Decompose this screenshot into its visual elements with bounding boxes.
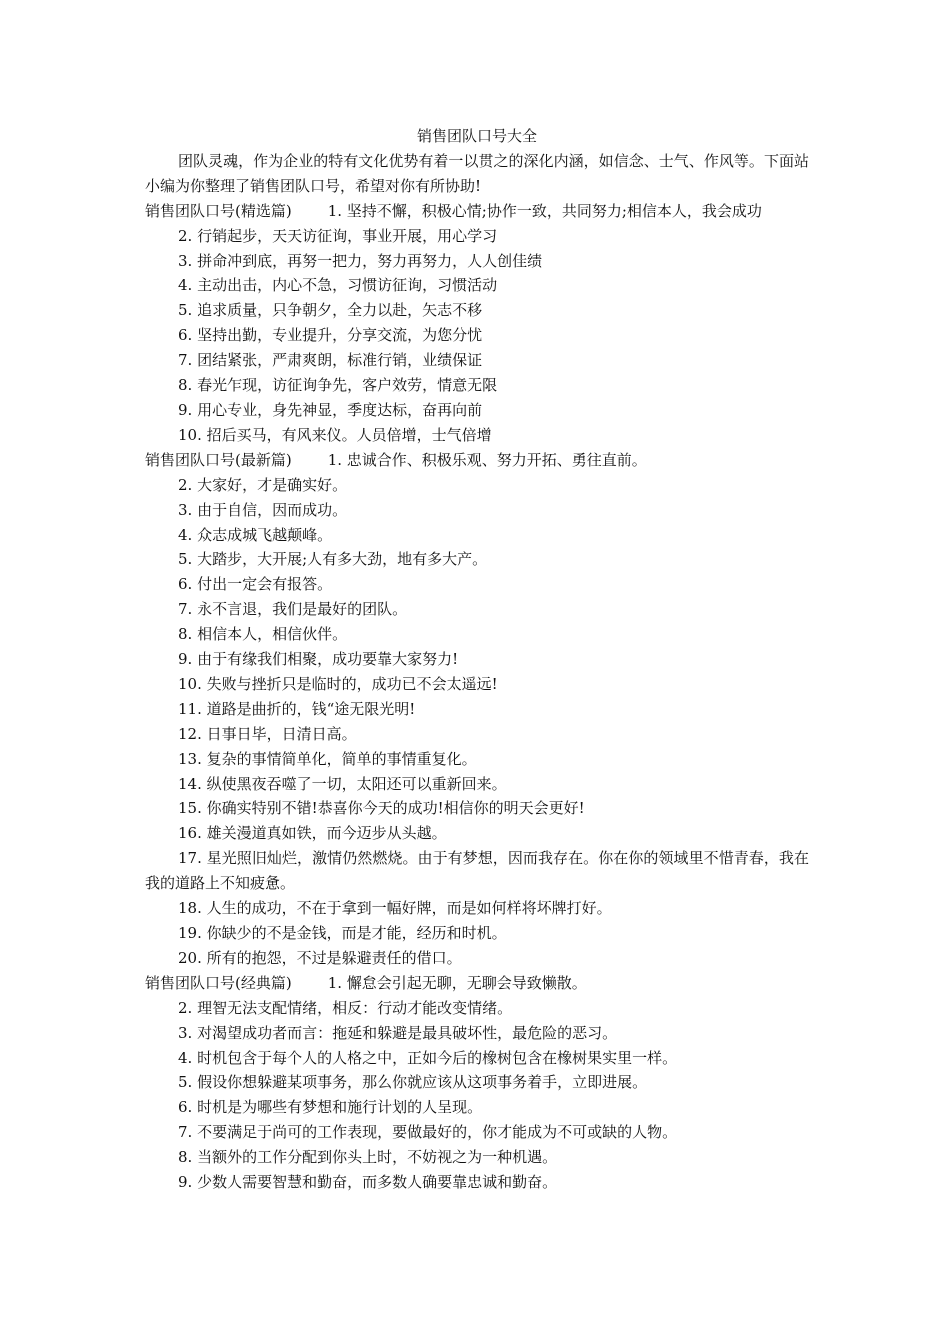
list-item: 5. 大踏步，大开展;人有多大劲，地有多大产。 bbox=[178, 550, 488, 569]
list-item: 18. 人生的成功，不在于拿到一幅好牌，而是如何样将坏牌打好。 bbox=[178, 899, 612, 918]
list-item: 4. 众志成城飞越颠峰。 bbox=[178, 525, 333, 544]
section-first-item: 1. 忠诚合作、积极乐观、努力开拓、勇往直前。 bbox=[327, 450, 647, 469]
list-item: 5. 假设你想躲避某项事务，那么你就应该从这项事务着手，立即进展。 bbox=[178, 1073, 648, 1092]
list-item: 10. 招后买马，有风来仪。人员倍增，士气倍增 bbox=[178, 425, 492, 444]
list-item: 20. 所有的抱怨，不过是躲避责任的借口。 bbox=[178, 948, 462, 967]
list-item: 17. 星光照旧灿烂，激情仍然燃烧。由于有梦想，因而我存在。你在你的领域里不惜青春，我在我的道路上不知疲惫。 bbox=[145, 849, 809, 893]
list-item: 16. 雄关漫道真如铁，而今迈步从头越。 bbox=[178, 824, 447, 843]
section-title: 销售团队口号(精选篇) bbox=[145, 201, 292, 220]
list-item: 7. 团结紧张，严肃爽朗，标准行销，业绩保证 bbox=[178, 351, 483, 370]
list-item: 11. 道路是曲折的，钱“途无限光明! bbox=[178, 699, 416, 718]
list-item: 13. 复杂的事情简单化，简单的事情重复化。 bbox=[178, 749, 477, 768]
list-item: 7. 永不言退，我们是最好的团队。 bbox=[178, 600, 408, 619]
list-item: 6. 付出一定会有报答。 bbox=[178, 575, 333, 594]
list-item: 8. 春光乍现，访征询争先，客户效劳，情意无限 bbox=[178, 376, 498, 395]
list-item: 5. 追求质量，只争朝夕，全力以赴，矢志不移 bbox=[178, 301, 483, 320]
list-item: 6. 坚持出勤，专业提升，分享交流，为您分忧 bbox=[178, 326, 483, 345]
list-item: 8. 相信本人，相信伙伴。 bbox=[178, 625, 348, 644]
list-item: 4. 主动出击，内心不急，习惯访征询，习惯活动 bbox=[178, 276, 498, 295]
list-item: 10. 失败与挫折只是临时的，成功已不会太遥远! bbox=[178, 674, 498, 693]
list-item: 12. 日事日毕，日清日高。 bbox=[178, 724, 357, 743]
list-item: 7. 不要满足于尚可的工作表现，要做最好的，你才能成为不可或缺的人物。 bbox=[178, 1123, 678, 1142]
section-title: 销售团队口号(最新篇) bbox=[145, 450, 292, 469]
list-item: 3. 对渴望成功者而言：拖延和躲避是最具破坏性，最危险的恶习。 bbox=[178, 1023, 618, 1042]
list-item: 2. 行销起步，天天访征询，事业开展，用心学习 bbox=[178, 226, 498, 245]
document-page bbox=[145, 124, 809, 1195]
list-item: 8. 当额外的工作分配到你头上时，不妨视之为一种机遇。 bbox=[178, 1148, 558, 1167]
list-item: 9. 少数人需要智慧和勤奋，而多数人确要靠忠诚和勤奋。 bbox=[178, 1173, 558, 1192]
list-item: 9. 由于有缘我们相聚，成功要靠大家努力! bbox=[178, 650, 459, 669]
list-item: 3. 由于自信，因而成功。 bbox=[178, 500, 348, 519]
list-item: 2. 理智无法支配情绪，相反：行动才能改变情绪。 bbox=[178, 998, 513, 1017]
list-item: 14. 纵使黑夜吞噬了一切，太阳还可以重新回来。 bbox=[178, 774, 507, 793]
list-item: 9. 用心专业，身先神显，季度达标，奋再向前 bbox=[178, 400, 483, 419]
section-heading-latest bbox=[145, 448, 809, 473]
document-title: 销售团队口号大全 bbox=[416, 127, 537, 145]
section-title: 销售团队口号(经典篇) bbox=[145, 973, 292, 992]
list-item: 6. 时机是为哪些有梦想和施行计划的人呈现。 bbox=[178, 1098, 483, 1117]
list-item: 19. 你缺少的不是金钱，而是才能，经历和时机。 bbox=[178, 924, 507, 942]
section-first-item: 1. 坚持不懈，积极心情;协作一致，共同努力;相信本人，我会成功 bbox=[327, 201, 762, 220]
section-heading-selected bbox=[145, 199, 809, 224]
list-item: 3. 拼命冲到底，再努一把力，努力再努力，人人创佳绩 bbox=[178, 251, 543, 270]
section-heading-classic bbox=[145, 971, 809, 996]
list-item: 15. 你确实特别不错!恭喜你今天的成功!相信你的明天会更好! bbox=[178, 799, 585, 818]
list-item: 2. 大家好，才是确实好。 bbox=[178, 475, 348, 494]
section-first-item: 1. 懈怠会引起无聊，无聊会导致懒散。 bbox=[327, 973, 587, 992]
intro-paragraph: 团队灵魂，作为企业的特有文化优势有着一以贯之的深化内涵，如信念、士气、作风等。下面站小编为你整理了销售团队口号，希望对你有所协助! bbox=[145, 151, 809, 195]
list-item: 4. 时机包含于每个人的人格之中，正如今后的橡树包含在橡树果实里一样。 bbox=[178, 1048, 678, 1067]
